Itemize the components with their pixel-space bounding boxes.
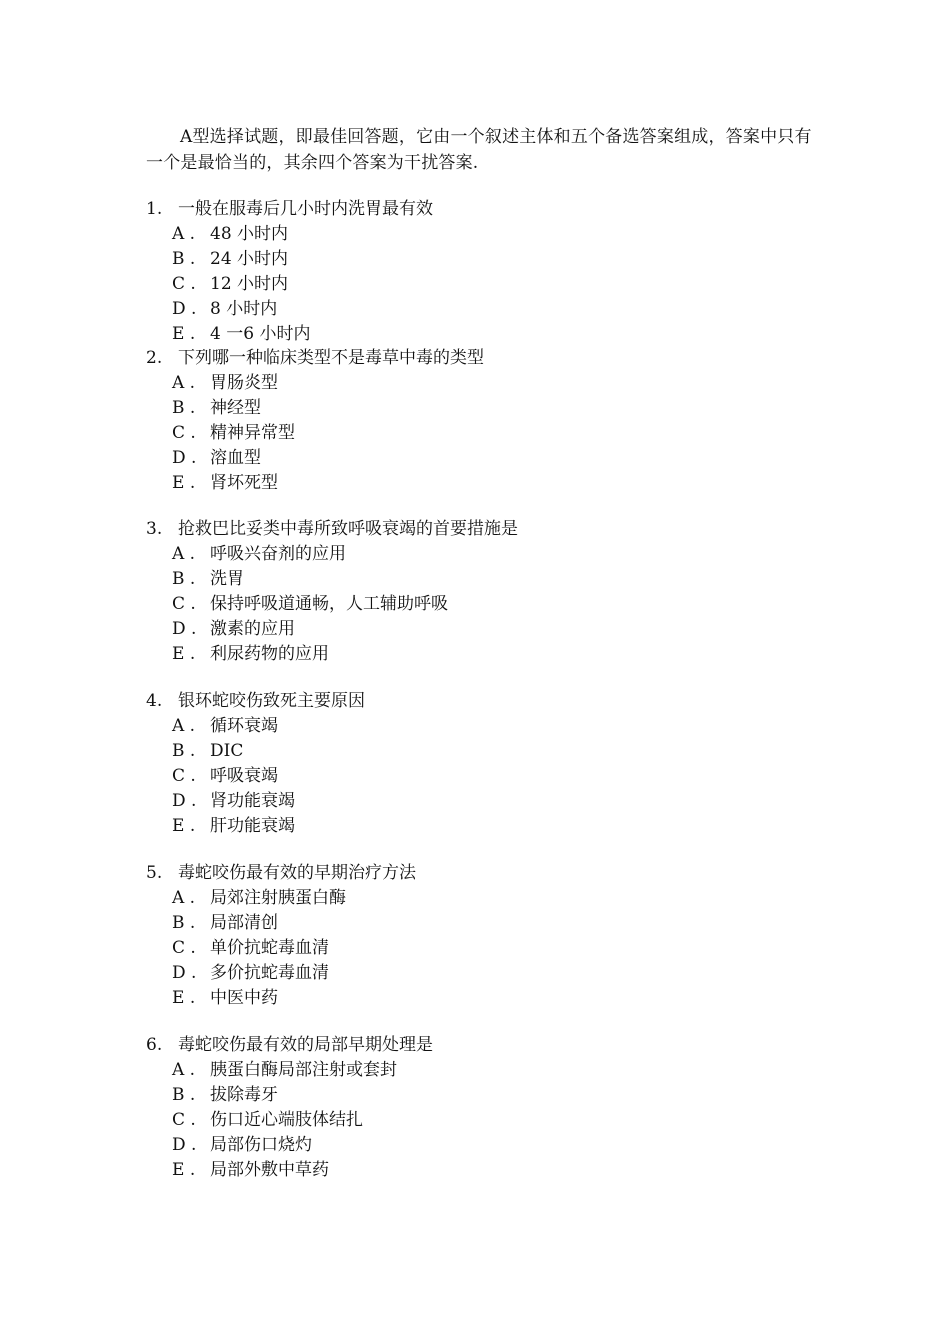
option-text: 拔除毒牙: [210, 1085, 278, 1105]
option-letter: C .: [172, 594, 196, 614]
question-stem: [146, 517, 846, 542]
question-6: [146, 1033, 846, 1183]
question-number: 4.: [146, 691, 163, 711]
option-b: [146, 396, 846, 421]
option-text: 胃肠炎型: [210, 373, 278, 393]
option-a: [146, 886, 846, 911]
question-text: 抢救巴比妥类中毒所致呼吸衰竭的首要措施是: [178, 519, 518, 539]
option-text: 局郊注射胰蛋白酶: [210, 888, 346, 908]
option-letter: E .: [172, 816, 196, 836]
option-d: [146, 789, 846, 814]
option-text: 利尿药物的应用: [210, 644, 329, 664]
option-text: 24 小时内: [210, 249, 289, 269]
option-d: [146, 961, 846, 986]
option-letter: D .: [172, 448, 197, 468]
option-d: [146, 1133, 846, 1158]
option-b: [146, 247, 846, 272]
option-letter: A .: [172, 888, 196, 908]
option-letter: D .: [172, 619, 197, 639]
question-number: 6.: [146, 1035, 163, 1055]
question-stem: [146, 346, 846, 371]
option-e: [146, 814, 846, 839]
option-c: [146, 936, 846, 961]
option-text: 局部外敷中草药: [210, 1160, 329, 1180]
option-c: [146, 421, 846, 446]
option-text: 多价抗蛇毒血清: [210, 963, 329, 983]
option-letter: B .: [172, 741, 196, 761]
option-letter: C .: [172, 423, 196, 443]
question-stem: [146, 861, 846, 886]
question-3: [146, 517, 846, 667]
option-letter: E .: [172, 473, 196, 493]
option-e: [146, 986, 846, 1011]
option-text: 溶血型: [210, 448, 261, 468]
question-stem: [146, 197, 846, 222]
option-letter: E .: [172, 1160, 196, 1180]
option-letter: A .: [172, 544, 196, 564]
option-e: [146, 1158, 846, 1183]
option-d: [146, 446, 846, 471]
question-number: 1.: [146, 199, 163, 219]
option-text: 呼吸兴奋剂的应用: [210, 544, 346, 564]
option-text: 肾功能衰竭: [210, 791, 295, 811]
option-text: 单价抗蛇毒血清: [210, 938, 329, 958]
question-number: 2.: [146, 348, 163, 368]
option-a: [146, 1058, 846, 1083]
option-text: 循环衰竭: [210, 716, 278, 736]
option-letter: A .: [172, 1060, 196, 1080]
option-letter: B .: [172, 398, 196, 418]
question-text: 一般在服毒后几小时内洗胃最有效: [178, 199, 433, 219]
option-letter: C .: [172, 766, 196, 786]
option-text: 神经型: [210, 398, 261, 418]
question-text: 银环蛇咬伤致死主要原因: [178, 691, 365, 711]
option-a: [146, 222, 846, 247]
option-text: 中医中药: [210, 988, 278, 1008]
question-text: 毒蛇咬伤最有效的局部早期处理是: [178, 1035, 433, 1055]
option-text: 4 一6 小时内: [210, 324, 311, 344]
option-text: 局部伤口烧灼: [210, 1135, 312, 1155]
option-e: [146, 322, 846, 347]
option-d: [146, 617, 846, 642]
option-letter: D .: [172, 963, 197, 983]
option-e: [146, 471, 846, 496]
question-4: [146, 689, 846, 839]
option-text: 激素的应用: [210, 619, 295, 639]
option-text: 呼吸衰竭: [210, 766, 278, 786]
option-letter: A .: [172, 373, 196, 393]
option-letter: C .: [172, 274, 196, 294]
option-text: 肝功能衰竭: [210, 816, 295, 836]
option-text: 保持呼吸道通畅，人工辅助呼吸: [210, 594, 448, 614]
option-text: 8 小时内: [210, 299, 278, 319]
option-text: 48 小时内: [210, 224, 289, 244]
option-letter: A .: [172, 224, 196, 244]
question-5: [146, 861, 846, 1011]
question-text: 下列哪一种临床类型不是毒草中毒的类型: [178, 348, 484, 368]
option-b: [146, 567, 846, 592]
question-2: [146, 346, 846, 496]
question-text: 毒蛇咬伤最有效的早期治疗方法: [178, 863, 416, 883]
option-letter: C .: [172, 1110, 196, 1130]
option-letter: B .: [172, 913, 196, 933]
question-stem: [146, 1033, 846, 1058]
option-text: 精神异常型: [210, 423, 295, 443]
option-letter: A .: [172, 716, 196, 736]
option-b: [146, 911, 846, 936]
option-letter: C .: [172, 938, 196, 958]
question-1: [146, 197, 846, 347]
option-b: [146, 739, 846, 764]
option-letter: B .: [172, 569, 196, 589]
option-text: 局部清创: [210, 913, 278, 933]
option-c: [146, 272, 846, 297]
option-text: DIC: [210, 741, 244, 761]
option-a: [146, 542, 846, 567]
option-a: [146, 371, 846, 396]
option-text: 肾坏死型: [210, 473, 278, 493]
option-b: [146, 1083, 846, 1108]
question-stem: [146, 689, 846, 714]
option-c: [146, 592, 846, 617]
option-letter: B .: [172, 1085, 196, 1105]
option-letter: B .: [172, 249, 196, 269]
intro-paragraph: A型选择试题，即最佳回答题，它由一个叙述主体和五个备选答案组成，答案中只有一个是最恰当的，其余四个答案为干扰答案.: [146, 127, 812, 173]
question-number: 5.: [146, 863, 163, 883]
option-text: 12 小时内: [210, 274, 289, 294]
option-c: [146, 1108, 846, 1133]
option-letter: D .: [172, 1135, 197, 1155]
question-number: 3.: [146, 519, 163, 539]
option-letter: E .: [172, 324, 196, 344]
option-c: [146, 764, 846, 789]
option-letter: E .: [172, 644, 196, 664]
option-letter: D .: [172, 299, 197, 319]
option-text: 伤口近心端肢体结扎: [210, 1110, 363, 1130]
option-a: [146, 714, 846, 739]
option-e: [146, 642, 846, 667]
option-letter: E .: [172, 988, 196, 1008]
option-letter: D .: [172, 791, 197, 811]
option-text: 胰蛋白酶局部注射或套封: [210, 1060, 397, 1080]
option-d: [146, 297, 846, 322]
option-text: 洗胃: [210, 569, 244, 589]
